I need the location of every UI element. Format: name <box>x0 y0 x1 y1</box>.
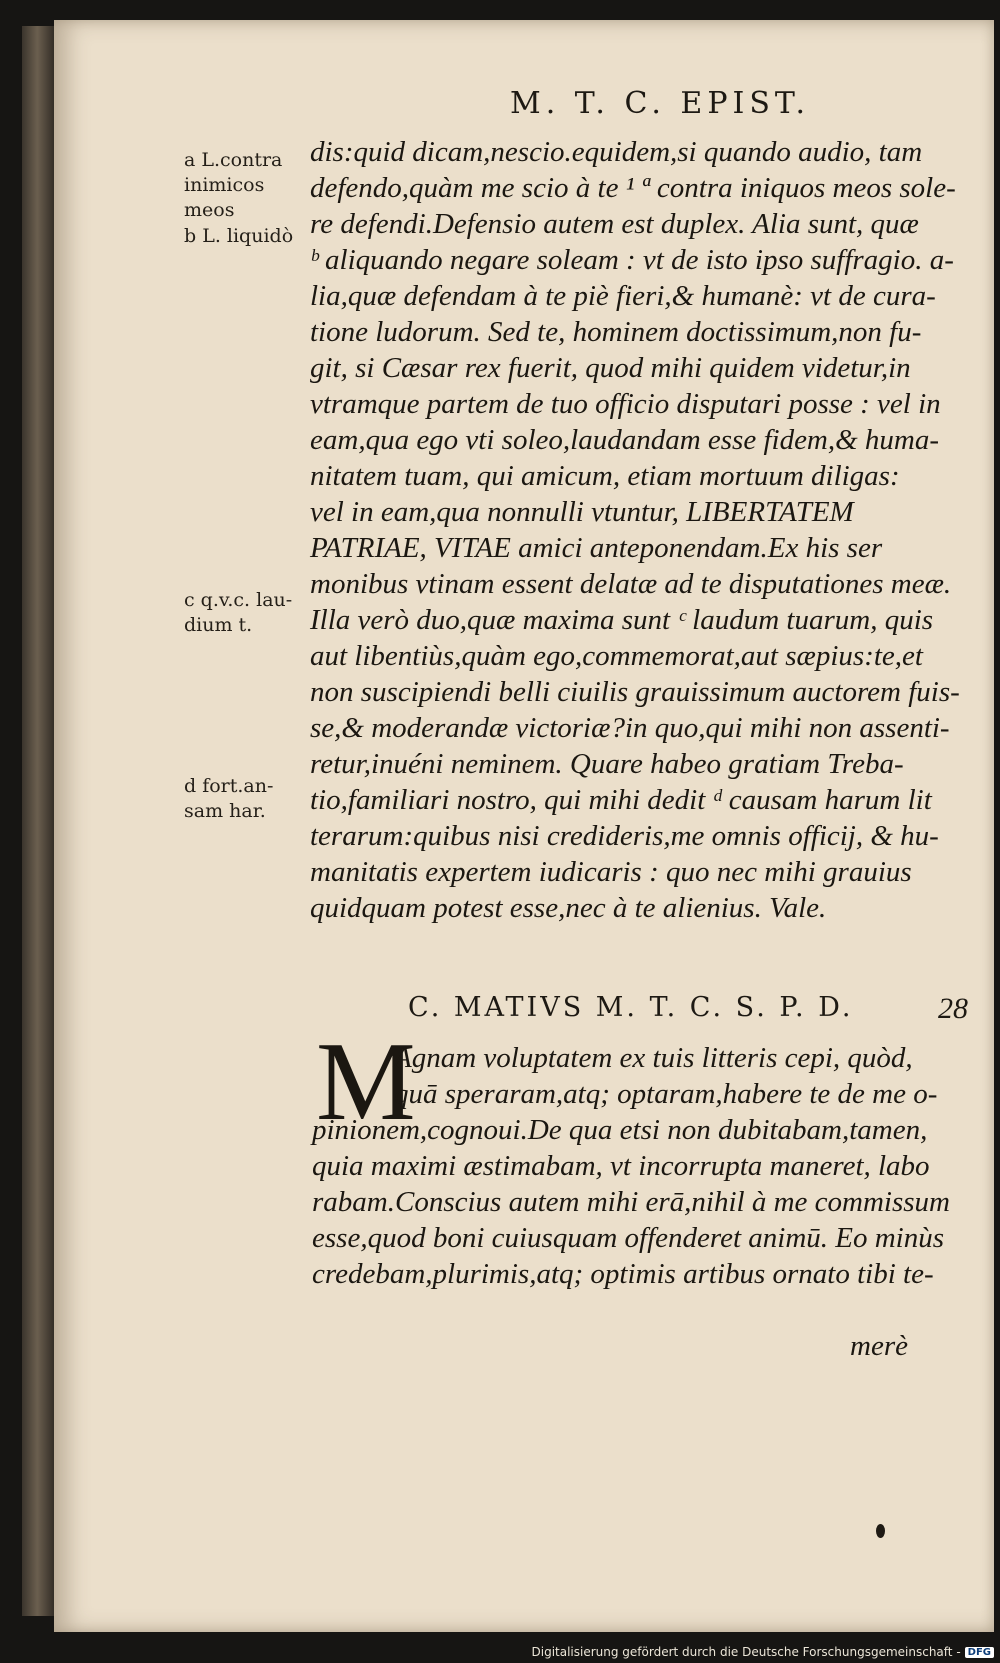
catchword: merè <box>850 1330 908 1362</box>
text-line: quā speraram,atq; optaram,habere te de me o- <box>394 1078 938 1110</box>
text-line: rabam.Conscius autem mihi erā,nihil à me commissum <box>312 1186 950 1218</box>
text-line: nitatem tuam, qui amicum, etiam mortuum diligas: <box>310 460 900 492</box>
letter-salutation: C. MATIVS M. T. C. S. P. D. <box>408 992 854 1023</box>
text-line: retur,inuéni neminem. Quare habeo gratiam Treba- <box>310 748 904 780</box>
text-line: vel in eam,qua nonnulli vtuntur, LIBERTATEM <box>310 496 854 528</box>
text-line: PATRIAE, VITAE amici anteponendam.Ex his ser <box>310 532 883 564</box>
text-line: non suscipiendi belli ciuilis grauissimum auctorem fuis- <box>310 676 960 708</box>
margin-note-c: c q.v.c. lau- dium t. <box>184 589 293 636</box>
text-line: aut libentiùs,quàm ego,commemorat,aut sæpius:te,et <box>310 640 923 672</box>
letter-number: 28 <box>938 992 968 1025</box>
text-line: lia,quæ defendam à te piè fieri,& humanè: vt de cura- <box>310 280 936 312</box>
text-line: defendo,quàm me scio à te ¹ ª contra iniquos meos sole- <box>310 172 956 204</box>
running-head: M. T. C. EPIST. <box>510 86 811 121</box>
drop-cap-initial: M <box>316 1020 416 1144</box>
book-binding <box>22 26 56 1616</box>
text-line: re defendi.Defensio autem est duplex. Alia sunt, quæ <box>310 208 919 240</box>
letter-27-ending <box>310 134 970 926</box>
digitization-footer <box>532 1645 995 1659</box>
letter-28-opening <box>394 1040 984 1112</box>
text-line: esse,quod boni cuiusquam offenderet animū. Eo minùs <box>312 1222 945 1254</box>
text-line: eam,qua ego vti soleo,laudandam esse fidem,& huma- <box>310 424 940 456</box>
dfg-logo-icon: DFG <box>965 1647 994 1658</box>
margin-note-d: d fort.an- sam har. <box>184 775 274 822</box>
text-line: credebam,plurimis,atq; optimis artibus ornato tibi te- <box>312 1258 934 1290</box>
text-line: pinionem,cognoui.De qua etsi non dubitabam,tamen, <box>312 1114 928 1146</box>
text-line: git, si Cæsar rex fuerit, quod mihi quidem videtur,in <box>310 352 911 384</box>
ink-spot <box>876 1524 885 1538</box>
footer-text: Digitalisierung gefördert durch die Deutsche Forschungsgemeinschaft - <box>531 1645 961 1659</box>
text-line: quidquam potest esse,nec à te alienius. Vale. <box>310 892 827 924</box>
text-line: vtramque partem de tuo officio disputari posse : vel in <box>310 388 941 420</box>
letter-28-body <box>312 1112 982 1292</box>
text-line: ᵇ aliquando negare soleam : vt de isto ipso suffragio. a- <box>310 244 954 276</box>
margin-note-a: a L.contra inimicos meos <box>184 149 283 221</box>
margin-note-b: b L. liquidò <box>184 225 294 247</box>
text-line: monibus vtinam essent delatæ ad te disputationes meæ. <box>310 568 952 600</box>
text-line: tione ludorum. Sed te, hominem doctissimum,non fu- <box>310 316 922 348</box>
text-line: terarum:quibus nisi credideris,me omnis officij, & hu- <box>310 820 939 852</box>
text-line: se,& moderandæ victoriæ?in quo,qui mihi non assenti- <box>310 712 950 744</box>
text-line: manitatis expertem iudicaris : quo nec mihi grauius <box>310 856 912 888</box>
text-line: quia maximi æstimabam, vt incorrupta maneret, labo <box>312 1150 930 1182</box>
text-line: Agnam voluptatem ex tuis litteris cepi, quòd, <box>394 1042 913 1074</box>
text-line: tio,familiari nostro, qui mihi dedit ᵈ causam harum lit <box>310 784 932 816</box>
text-line: dis:quid dicam,nescio.equidem,si quando audio, tam <box>310 136 923 168</box>
letter-heading <box>408 992 968 1023</box>
text-line: Illa verò duo,quæ maxima sunt ᶜ laudum tuarum, quis <box>310 604 934 636</box>
